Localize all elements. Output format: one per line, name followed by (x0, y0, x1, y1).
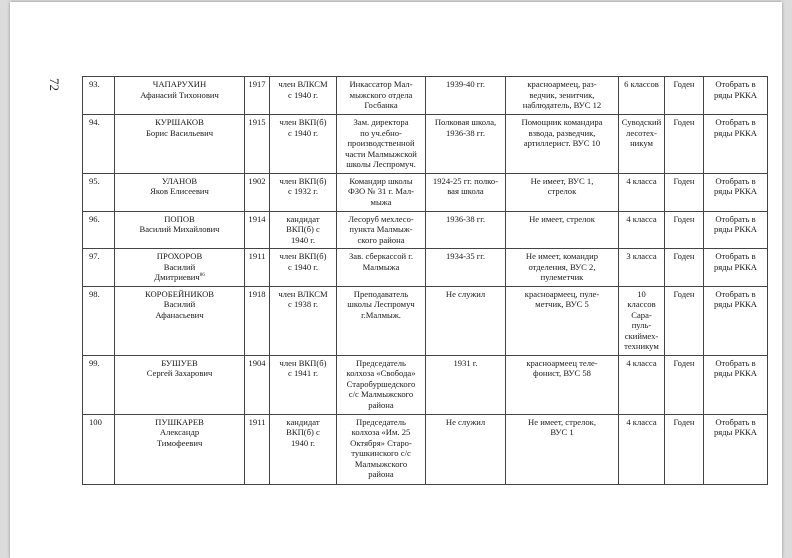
row-number-cell: 99. (83, 355, 115, 414)
military-specialty-cell: Не имеет, командир отделения, ВУС 2, пулеметчик (506, 249, 619, 287)
military-specialty-cell: Не имеет, стрелок, ВУС 1 (506, 414, 619, 484)
military-specialty-cell: Не имеет, стрелок (506, 211, 619, 249)
education-cell: 3 класса (619, 249, 665, 287)
table-row (83, 115, 768, 174)
table-row (83, 173, 768, 211)
party-membership-cell: член ВКП(б) с 1940 г. (270, 115, 337, 174)
education-cell: 4 класса (619, 211, 665, 249)
fitness-cell: Годен (665, 77, 704, 115)
fitness-cell: Годен (665, 249, 704, 287)
row-number-cell: 98. (83, 286, 115, 355)
full-name-cell: УЛАНОВ Яков Елисеевич (115, 173, 245, 211)
military-training-cell: 1936-38 гг. (426, 211, 506, 249)
row-number-cell: 96. (83, 211, 115, 249)
decision-cell: Отобрать в ряды РККА (704, 286, 768, 355)
decision-cell: Отобрать в ряды РККА (704, 414, 768, 484)
party-membership-cell: член ВКП(б) с 1932 г. (270, 173, 337, 211)
table-row (83, 414, 768, 484)
education-cell: 4 класса (619, 173, 665, 211)
table-row (83, 77, 768, 115)
fitness-cell: Годен (665, 355, 704, 414)
job-position-cell: Зав. сберкассой г. Малмыжа (337, 249, 426, 287)
row-number-cell: 94. (83, 115, 115, 174)
row-number-cell: 93. (83, 77, 115, 115)
party-membership-cell: член ВКП(б) с 1940 г. (270, 249, 337, 287)
job-position-cell: Преподаватель школы Леспромуч г.Малмыж. (337, 286, 426, 355)
full-name-cell: КУРШАКОВ Борис Васильевич (115, 115, 245, 174)
birth-year-cell: 1917 (245, 77, 270, 115)
document-page (10, 2, 782, 558)
military-training-cell: Полковая школа, 1936-38 гг. (426, 115, 506, 174)
birth-year-cell: 1914 (245, 211, 270, 249)
party-membership-cell: кандидат ВКП(б) с 1940 г. (270, 211, 337, 249)
fitness-cell: Годен (665, 173, 704, 211)
table-row (83, 286, 768, 355)
full-name-cell: БУШУЕВ Сергей Захарович (115, 355, 245, 414)
footnote-marker: 86 (199, 273, 205, 279)
decision-cell: Отобрать в ряды РККА (704, 249, 768, 287)
military-training-cell: 1934-35 гг. (426, 249, 506, 287)
decision-cell: Отобрать в ряды РККА (704, 77, 768, 115)
military-training-cell: 1939-40 гг. (426, 77, 506, 115)
full-name-cell: ПРОХОРОВ Василий Дмитриевич$^{86}$ (115, 249, 245, 287)
fitness-cell: Годен (665, 115, 704, 174)
row-number-cell: 100 (83, 414, 115, 484)
page-number: 72 (47, 78, 62, 91)
table-row (83, 249, 768, 287)
job-position-cell: Лесоруб мехлесо- пункта Малмыж- ского района (337, 211, 426, 249)
decision-cell: Отобрать в ряды РККА (704, 173, 768, 211)
military-specialty-cell: Помощник командира взвода, разведчик, артиллерист. ВУС 10 (506, 115, 619, 174)
row-number-cell: 95. (83, 173, 115, 211)
military-specialty-cell: красноармеец теле- фонист, ВУС 58 (506, 355, 619, 414)
education-cell: Суводский лесотех- никум (619, 115, 665, 174)
military-training-cell: Не служил (426, 414, 506, 484)
decision-cell: Отобрать в ряды РККА (704, 211, 768, 249)
full-name-cell: КОРОБЕЙНИКОВ Василий Афанасьевич (115, 286, 245, 355)
birth-year-cell: 1915 (245, 115, 270, 174)
job-position-cell: Инкассатор Мал- мыжского отдела Госбанка (337, 77, 426, 115)
fitness-cell: Годен (665, 211, 704, 249)
education-cell: 4 класса (619, 414, 665, 484)
birth-year-cell: 1902 (245, 173, 270, 211)
roster-body (83, 77, 768, 485)
birth-year-cell: 1911 (245, 414, 270, 484)
education-cell: 10 классов Сара- пуль- скиймех- техникум (619, 286, 665, 355)
roster-table (82, 76, 768, 485)
birth-year-cell: 1911 (245, 249, 270, 287)
table-row (83, 355, 768, 414)
military-specialty-cell: Не имеет, ВУС 1, стрелок (506, 173, 619, 211)
fitness-cell: Годен (665, 286, 704, 355)
party-membership-cell: кандидат ВКП(б) с 1940 г. (270, 414, 337, 484)
birth-year-cell: 1918 (245, 286, 270, 355)
birth-year-cell: 1904 (245, 355, 270, 414)
education-cell: 6 классов (619, 77, 665, 115)
table-row (83, 211, 768, 249)
party-membership-cell: член ВКП(б) с 1941 г. (270, 355, 337, 414)
military-training-cell: Не служил (426, 286, 506, 355)
job-position-cell: Зам. директора по уч.ебно- производственной части Малмыжской школы Леспромуч. (337, 115, 426, 174)
fitness-cell: Годен (665, 414, 704, 484)
military-specialty-cell: красноармеец, пуле- метчик, ВУС 5 (506, 286, 619, 355)
decision-cell: Отобрать в ряды РККА (704, 355, 768, 414)
military-specialty-cell: красноармеец, раз- ведчик, зенитчик, наблюдатель, ВУС 12 (506, 77, 619, 115)
full-name-cell: ПОПОВ Василий Михайлович (115, 211, 245, 249)
party-membership-cell: член ВЛКСМ с 1938 г. (270, 286, 337, 355)
decision-cell: Отобрать в ряды РККА (704, 115, 768, 174)
party-membership-cell: член ВЛКСМ с 1940 г. (270, 77, 337, 115)
job-position-cell: Председатель колхоза «Им. 25 Октября» Старо- тушкинского с/с Малмыжского района (337, 414, 426, 484)
row-number-cell: 97. (83, 249, 115, 287)
job-position-cell: Председатель колхоза «Свобода» Старобуршедского с/с Малмыжского района (337, 355, 426, 414)
job-position-cell: Командир школы ФЗО № 31 г. Мал- мыжа (337, 173, 426, 211)
military-training-cell: 1931 г. (426, 355, 506, 414)
full-name-cell: ПУШКАРЕВ Александр Тимофеевич (115, 414, 245, 484)
military-training-cell: 1924-25 гг. полко- вая школа (426, 173, 506, 211)
full-name-cell: ЧАПАРУХИН Афанасий Тихонович (115, 77, 245, 115)
education-cell: 4 класса (619, 355, 665, 414)
